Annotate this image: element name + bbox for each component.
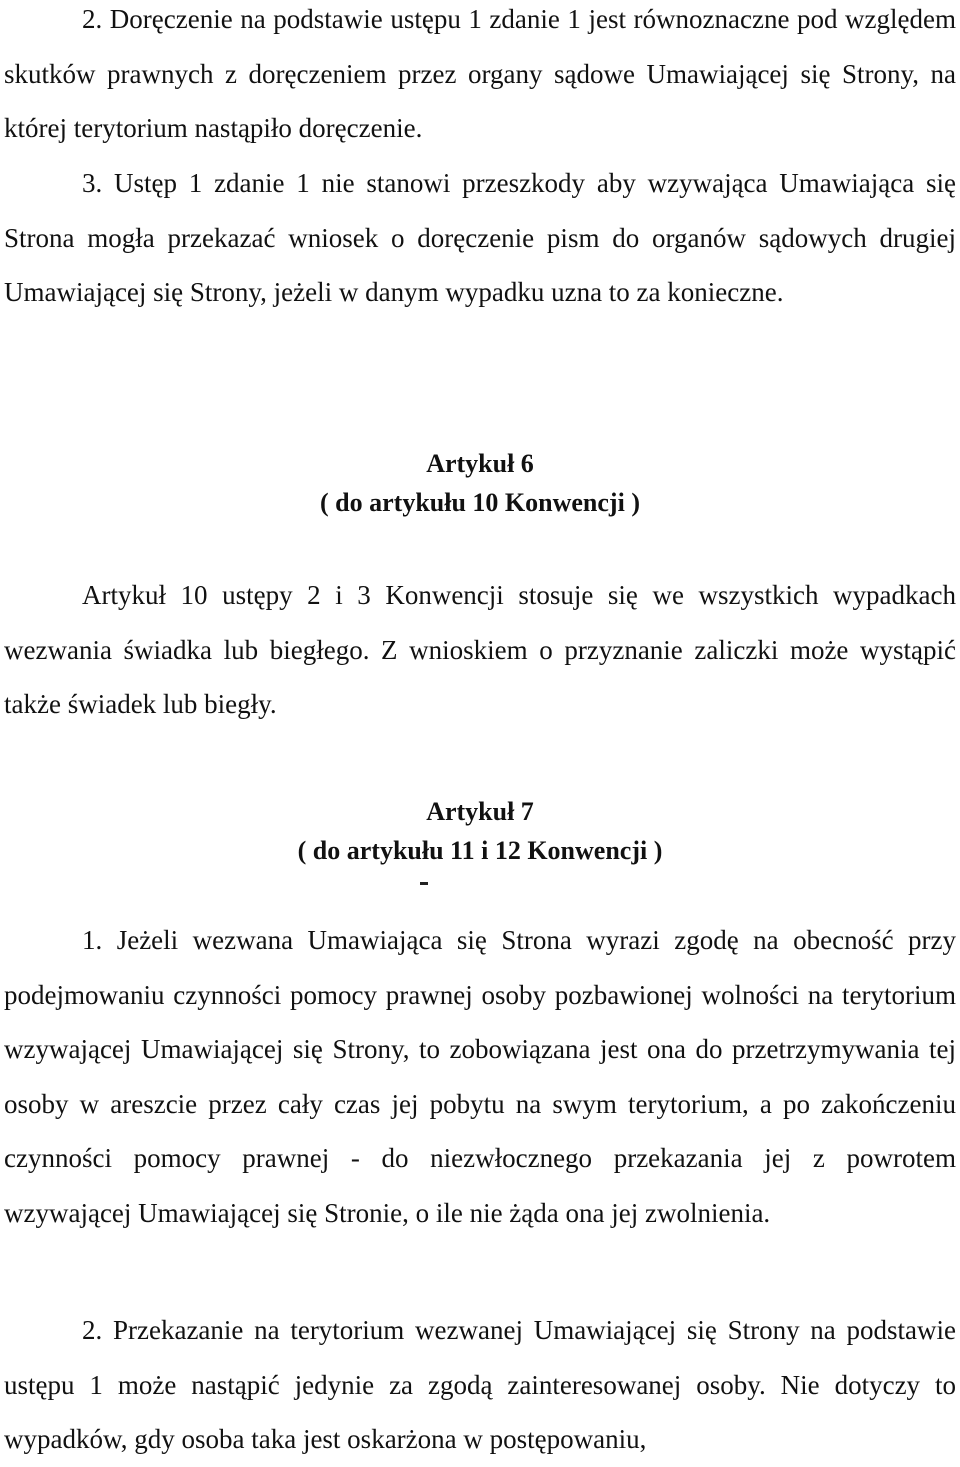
article-6-subtitle: ( do artykułu 10 Konwencji ) bbox=[320, 488, 640, 517]
article-6-title: Artykuł 6 bbox=[426, 449, 534, 478]
paragraph-3-delivery-request: 3. Ustęp 1 zdanie 1 nie stanowi przeszkody aby wzywająca Umawiająca się Strona mogła przekazać wniosek o doręczenie pism do organów sądowych drugiej Umawiającej się Strony, jeżeli w danym wypadku uzna to za konieczne. bbox=[4, 168, 956, 307]
article-7-heading bbox=[0, 792, 960, 870]
paragraph-2-delivery-effect: 2. Doręczenie na podstawie ustępu 1 zdanie 1 jest równoznaczne pod względem skutków prawnych z doręczeniem przez organy sądowe Umawiającej się Strony, na której terytorium nastąpiło doręczenie. bbox=[4, 4, 956, 143]
article-6-body: Artykuł 10 ustępy 2 i 3 Konwencji stosuje się we wszystkich wypadkach wezwania świadka lub biegłego. Z wnioskiem o przyznanie zaliczki może wystąpić także świadek lub biegły. bbox=[4, 580, 956, 719]
article-7-subtitle: ( do artykułu 11 i 12 Konwencji ) bbox=[297, 836, 663, 865]
article-7-title: Artykuł 7 bbox=[426, 797, 534, 826]
decorative-dash bbox=[420, 882, 428, 885]
article-7-paragraph-2: 2. Przekazanie na terytorium wezwanej Umawiającej się Strony na podstawie ustępu 1 może nastąpić jedynie za zgodą zainteresowanej osoby. Nie dotyczy to wypadków, gdy osoba taka jest oskarżona w postępowaniu, bbox=[4, 1315, 956, 1454]
article-6-heading bbox=[0, 444, 960, 522]
article-7-paragraph-1: 1. Jeżeli wezwana Umawiająca się Strona wyrazi zgodę na obecność przy podejmowaniu czynności pomocy prawnej osoby pozbawionej wolności na terytorium wzywającej Umawiającej się Strony, to zobowiązana jest ona do przetrzymywania tej osoby w areszcie przez cały czas jej pobytu na swym terytorium, a po zakończeniu czynności pomocy prawnej - do niezwłocznego przekazania jej z powrotem wzywającej Umawiającej się Stronie, o ile nie żąda ona jej zwolnienia. bbox=[4, 925, 956, 1228]
